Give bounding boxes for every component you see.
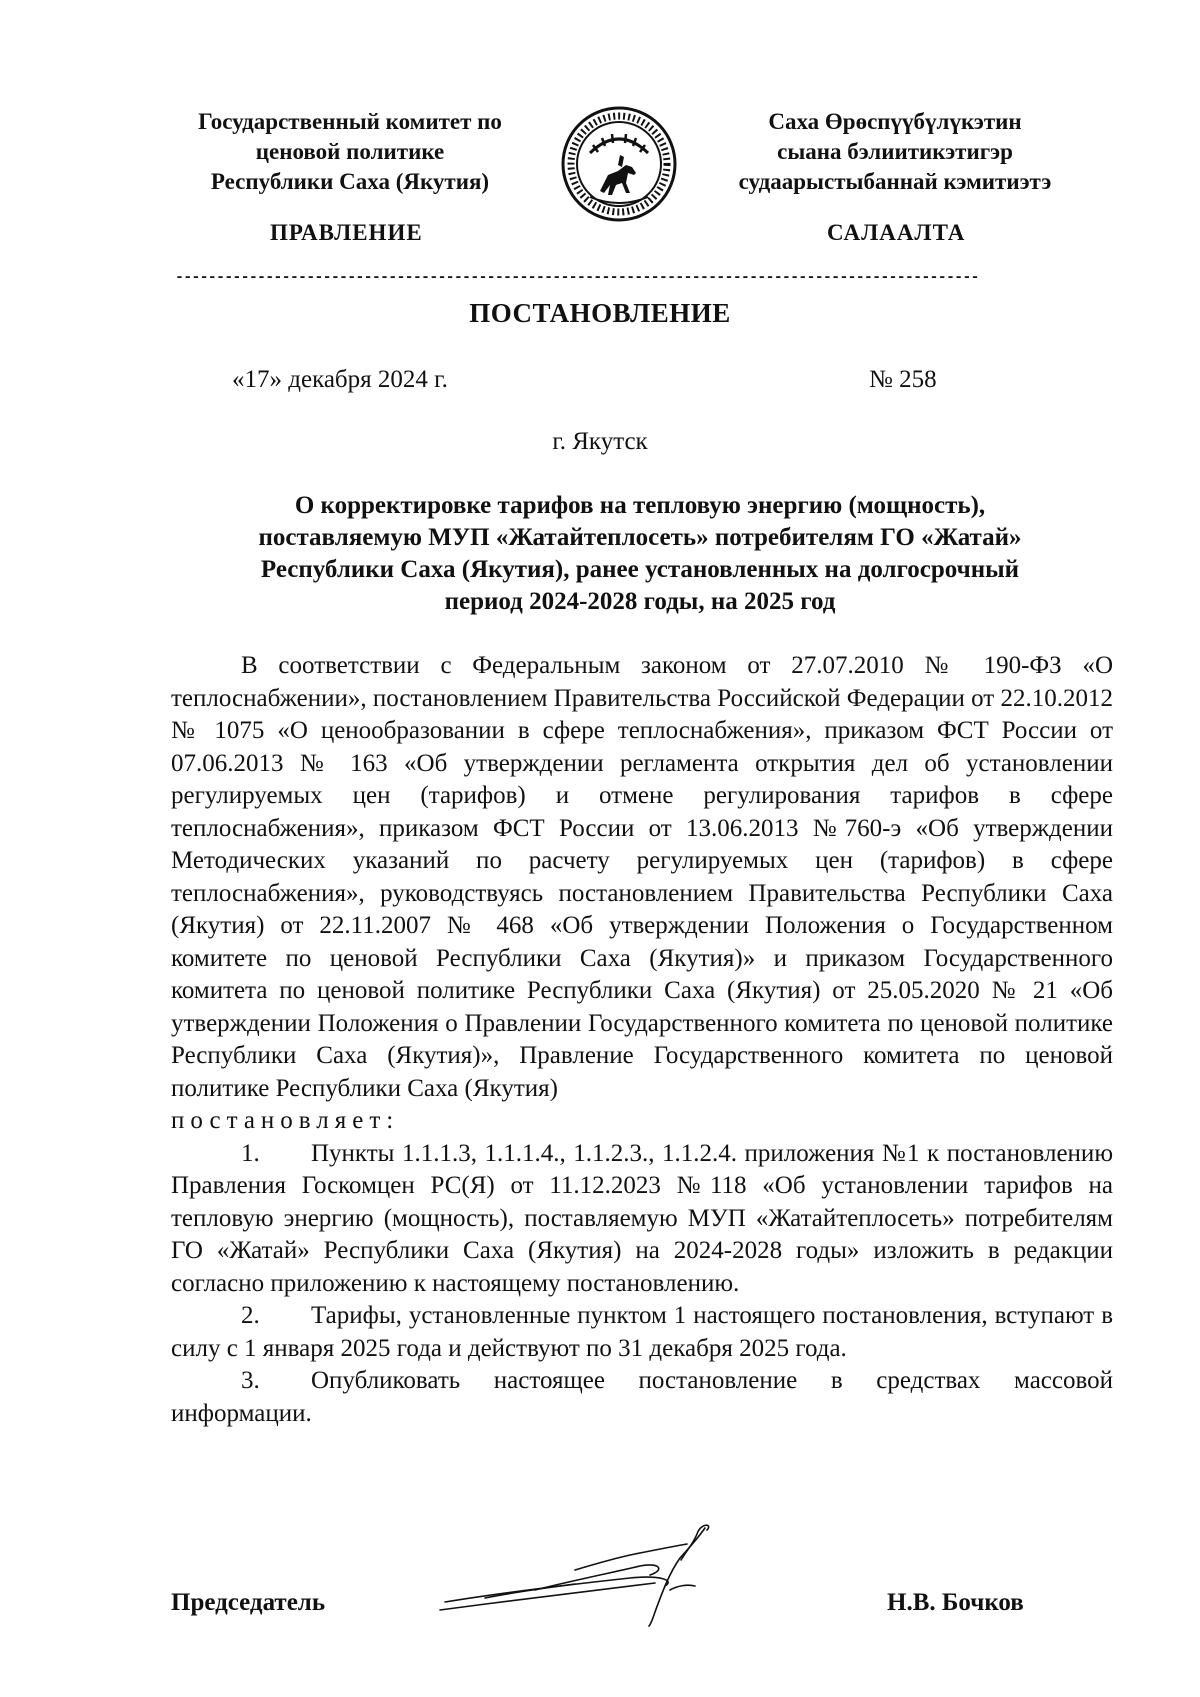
item-text: Пункты 1.1.1.3, 1.1.1.4., 1.1.2.3., 1.1.2.4. приложения №1 к постановлению Правления Госкомцен РС(Я) от 11.12.2023 №118 «Об установлении тарифов на тепловую энергию (мощность), поставляемую МУП «Жатайтеплосеть» потребителям ГО «Жатай» Республики Саха (Якутия) на 2024-2028 годы» изложить в редакции согласно приложению к настоящему постановлению. (171, 1139, 1113, 1297)
signer-name: Н.В. Бочков (887, 1589, 1024, 1616)
subject-line: Республики Саха (Якутия), ранее установленных на долгосрочный (260, 556, 1020, 583)
preamble-paragraph: В соответствии с Федеральным законом от 27.07.2010 № 190-ФЗ «О теплоснабжении», постановлением Правительства Российской Федерации от 22.10.2012 № 1075 «О ценообразовании в сфере теплоснабжения», приказом ФСТ России от 07.06.2013 № 163 «Об утверждении регламента открытия дел об установлении регулируемых цен (тарифов) и отмене регулирования тарифов в сфере теплоснабжения», приказом ФСТ России от 13.06.2013 №760-э «Об утверждении Методических указаний по расчету регулируемых цен (тарифов) в сфере теплоснабжения», руководствуясь постановлением Правительства Республики Саха (Якутия) от 22.11.2007 № 468 «Об утверждении Положения о Государственном комитете по ценовой Республики Саха (Якутия)» и приказом Государственного комитета по ценовой политике Республики Саха (Якутия) от 25.05.2020 № 21 «Об утверждении Положения о Правлении Государственного комитета по ценовой политике Республики Саха (Якутия)», Правление Государственного комитета по ценовой политике Республики Саха (Якутия) (171, 652, 1113, 1102)
item-number: 1. (241, 1139, 260, 1167)
subject-line: период 2024-2028 годы, на 2025 год (444, 588, 836, 615)
resolution-item (171, 1365, 1113, 1430)
resolution-item (171, 1138, 1113, 1301)
document-body (171, 650, 1113, 1430)
signer-position: Председатель (171, 1589, 326, 1616)
header-right-line: сыана бэлиитикэтигэр (777, 139, 1013, 164)
handwritten-signature-icon (425, 1520, 725, 1630)
header-left-block (160, 107, 540, 197)
item-number: 2. (241, 1302, 260, 1329)
document-city: г. Якутск (552, 428, 648, 455)
header-right-line: судаарыстыбаннай кэмитиэтэ (738, 169, 1052, 194)
resolves-label: постановляет: (171, 1107, 400, 1134)
header-left-line: Государственный комитет по (198, 109, 502, 134)
document-date: «17» декабря 2024 г. (232, 366, 448, 393)
right-section-label: САЛААЛТА (827, 220, 966, 245)
header-right-line: Саха Өрөспүүбүлүкэтин (768, 109, 1022, 134)
header-right-block (690, 107, 1100, 197)
document-subject (200, 490, 1080, 618)
item-text: Опубликовать настоящее постановление в средствах массовой информации. (171, 1367, 1113, 1427)
item-number: 3. (241, 1367, 260, 1394)
header-left-line: Республики Саха (Якутия) (210, 169, 490, 194)
header-left-line: ценовой политике (255, 139, 445, 164)
subject-line: О корректировке тарифов на тепловую энергию (мощность), (294, 492, 986, 519)
header-separator: -------------------------------------------------------------------------------------------------- (175, 270, 979, 286)
item-text: Тарифы, установленные пунктом 1 настоящего постановления, вступают в силу с 1 января 2025 года и действуют по 31 декабря 2025 года. (171, 1302, 1113, 1362)
subject-line: поставляемую МУП «Жатайтеплосеть» потребителям ГО «Жатай» (258, 524, 1022, 551)
document-number: № 258 (869, 366, 937, 393)
document-title: ПОСТАНОВЛЕНИЕ (469, 298, 731, 328)
left-section-label: ПРАВЛЕНИЕ (270, 220, 423, 245)
resolution-item (171, 1300, 1113, 1365)
republic-emblem-icon (560, 105, 678, 223)
